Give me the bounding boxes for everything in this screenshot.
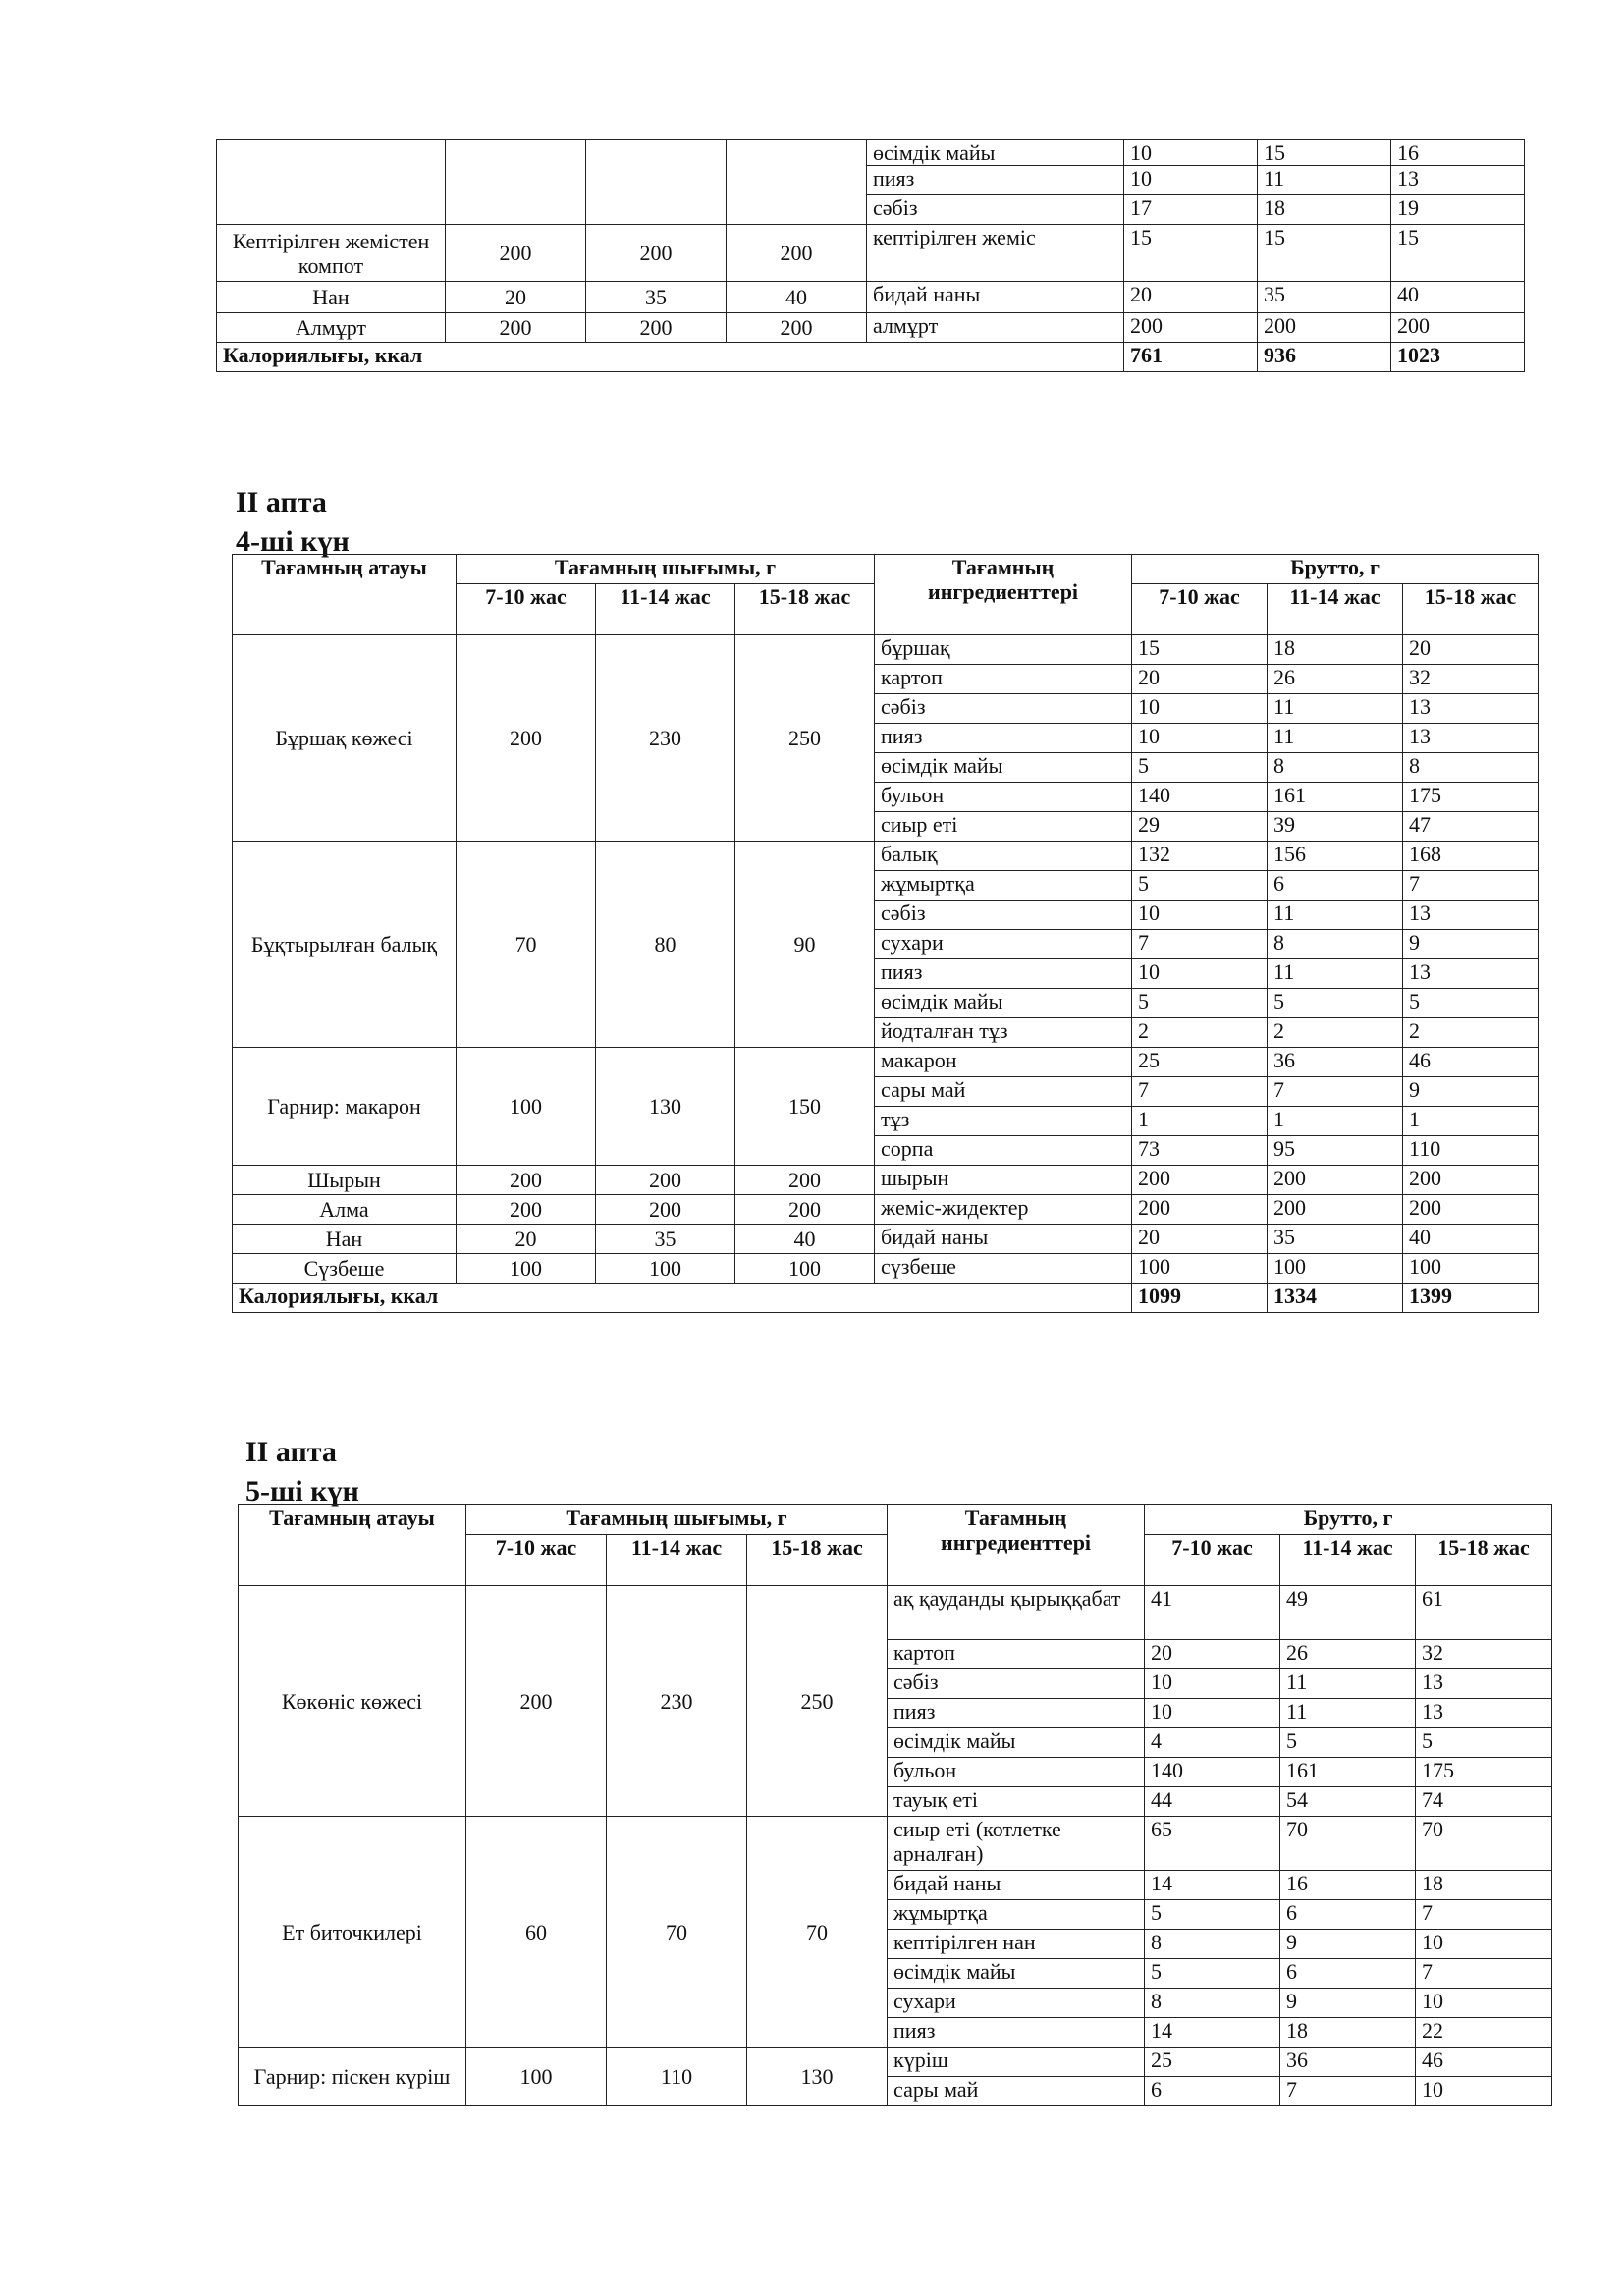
brutto-cell: 18 [1268,635,1403,665]
ingredient-cell: өсімдік майы [888,1728,1145,1758]
brutto-cell: 20 [1145,1640,1280,1669]
header-age: 15-18 жас [735,584,875,635]
brutto-cell: 10 [1132,724,1268,753]
yield-cell: 250 [735,635,875,842]
table-row [233,1195,1539,1225]
brutto-cell: 8 [1145,1930,1280,1959]
yield-cell: 80 [596,842,735,1048]
table-row [233,635,1539,665]
brutto-cell: 19 [1391,195,1525,225]
brutto-cell: 47 [1403,812,1539,842]
yield-cell: 200 [466,1586,607,1817]
brutto-cell: 20 [1132,1225,1268,1254]
brutto-cell: 8 [1268,753,1403,783]
ingredient-cell: сүзбеше [875,1254,1132,1284]
brutto-cell: 11 [1280,1699,1416,1728]
header-age: 11-14 жас [1268,584,1403,635]
yield-cell: 130 [596,1048,735,1166]
table-row [217,313,1525,343]
ingredient-cell: сары май [888,2077,1145,2106]
brutto-cell: 175 [1416,1758,1552,1787]
ingredient-cell: өсімдік майы [875,989,1132,1018]
brutto-cell: 15 [1391,225,1525,282]
brutto-cell: 65 [1145,1817,1280,1871]
brutto-cell: 13 [1416,1669,1552,1699]
ingredient-cell: өсімдік майы [888,1959,1145,1989]
ingredient-cell: алмұрт [867,313,1124,343]
table-row [233,1254,1539,1284]
ingredient-cell: пияз [888,2018,1145,2048]
brutto-cell: 9 [1280,1989,1416,2018]
brutto-cell: 49 [1280,1586,1416,1640]
brutto-cell: 35 [1258,282,1391,313]
brutto-cell: 10 [1145,1699,1280,1728]
header-ingredients: Тағамның ингредиенттері [875,555,1132,635]
ingredient-cell: бульон [888,1758,1145,1787]
total-value: 1099 [1132,1284,1268,1313]
brutto-cell: 4 [1145,1728,1280,1758]
table-row [217,225,1525,282]
day5-table-body [239,1586,1552,2106]
yield-cell: 100 [457,1048,596,1166]
yield-cell: 70 [747,1817,888,2048]
brutto-cell: 35 [1268,1225,1403,1254]
brutto-cell: 6 [1145,2077,1280,2106]
ingredient-cell: сары май [875,1077,1132,1107]
brutto-cell: 5 [1280,1728,1416,1758]
yield-cell: 200 [457,1166,596,1195]
ingredient-cell: бидай наны [888,1871,1145,1900]
yield-cell: 200 [727,313,867,343]
total-value: 1334 [1268,1284,1403,1313]
yield-cell [727,140,867,225]
yield-cell: 20 [457,1225,596,1254]
brutto-cell: 61 [1416,1586,1552,1640]
yield-cell: 200 [586,313,727,343]
table-row [217,282,1525,313]
brutto-cell: 15 [1132,635,1268,665]
ingredient-cell: сухари [875,930,1132,959]
ingredient-cell: жұмыртқа [875,871,1132,901]
header-brutto: Брутто, г [1132,555,1539,584]
brutto-cell: 11 [1268,959,1403,989]
brutto-cell: 10 [1132,959,1268,989]
brutto-cell: 5 [1145,1900,1280,1930]
dish-name-cell: Гарнир: піскен күріш [239,2048,466,2106]
brutto-cell: 10 [1132,901,1268,930]
brutto-cell: 10 [1416,1989,1552,2018]
brutto-cell: 44 [1145,1787,1280,1817]
yield-cell: 100 [596,1254,735,1284]
yield-cell: 200 [596,1195,735,1225]
ingredient-cell: бульон [875,783,1132,812]
yield-cell: 60 [466,1817,607,2048]
ingredient-cell: кептірілген нан [888,1930,1145,1959]
brutto-cell: 5 [1145,1959,1280,1989]
brutto-cell: 2 [1132,1018,1268,1048]
brutto-cell: 13 [1391,166,1525,195]
dish-name-cell: Сүзбеше [233,1254,457,1284]
ingredient-cell: сорпа [875,1136,1132,1166]
yield-cell [446,140,586,225]
brutto-cell: 10 [1124,166,1258,195]
header-age: 11-14 жас [1280,1535,1416,1586]
brutto-cell: 2 [1268,1018,1403,1048]
brutto-cell: 20 [1403,635,1539,665]
day4-table-header [233,555,1539,635]
brutto-cell: 22 [1416,2018,1552,2048]
dish-name-cell: Ет биточкилері [239,1817,466,2048]
header-age: 7-10 жас [457,584,596,635]
yield-cell: 20 [446,282,586,313]
brutto-cell: 7 [1416,1959,1552,1989]
header-age: 15-18 жас [1403,584,1539,635]
ingredient-cell: кептірілген жеміс [867,225,1124,282]
header-yield: Тағамның шығымы, г [466,1505,888,1535]
brutto-cell: 11 [1268,901,1403,930]
ingredient-cell: сәбіз [867,195,1124,225]
yield-cell: 150 [735,1048,875,1166]
ingredient-cell: өсімдік майы [867,140,1124,166]
ingredient-cell: ақ қауданды қырыққабат [888,1586,1145,1640]
brutto-cell: 15 [1258,140,1391,166]
top-table-body [217,140,1525,372]
ingredient-cell: шырын [875,1166,1132,1195]
yield-cell: 200 [457,1195,596,1225]
brutto-cell: 10 [1416,2077,1552,2106]
brutto-cell: 200 [1132,1166,1268,1195]
brutto-cell: 11 [1280,1669,1416,1699]
brutto-cell: 6 [1268,871,1403,901]
brutto-cell: 175 [1403,783,1539,812]
total-label: Калориялығы, ккал [233,1284,1132,1313]
brutto-cell: 5 [1403,989,1539,1018]
dish-name-cell: Бұқтырылған балық [233,842,457,1048]
total-row [217,343,1525,372]
brutto-cell: 74 [1416,1787,1552,1817]
yield-cell [586,140,727,225]
dish-name-cell: Шырын [233,1166,457,1195]
total-value: 1399 [1403,1284,1539,1313]
day5-table-header [239,1505,1552,1586]
ingredient-cell: пияз [888,1699,1145,1728]
table-row [233,1225,1539,1254]
header-age: 7-10 жас [466,1535,607,1586]
brutto-cell: 95 [1268,1136,1403,1166]
yield-cell: 200 [596,1166,735,1195]
brutto-cell: 5 [1416,1728,1552,1758]
brutto-cell: 36 [1280,2048,1416,2077]
brutto-cell: 168 [1403,842,1539,871]
brutto-cell: 20 [1124,282,1258,313]
ingredient-cell: пияз [875,959,1132,989]
brutto-cell: 13 [1403,694,1539,724]
brutto-cell: 140 [1132,783,1268,812]
ingredient-cell: бұршақ [875,635,1132,665]
brutto-cell: 10 [1416,1930,1552,1959]
brutto-cell: 200 [1403,1166,1539,1195]
yield-cell: 70 [457,842,596,1048]
header-age: 7-10 жас [1132,584,1268,635]
total-row [233,1284,1539,1313]
brutto-cell: 70 [1416,1817,1552,1871]
brutto-cell: 13 [1403,959,1539,989]
header-age: 7-10 жас [1145,1535,1280,1586]
brutto-cell: 10 [1124,140,1258,166]
brutto-cell: 9 [1403,930,1539,959]
header-name: Тағамның атауы [233,555,457,635]
brutto-cell: 10 [1145,1669,1280,1699]
brutto-cell: 14 [1145,1871,1280,1900]
brutto-cell: 73 [1132,1136,1268,1166]
brutto-cell: 14 [1145,2018,1280,2048]
brutto-cell: 132 [1132,842,1268,871]
yield-cell: 40 [727,282,867,313]
table-row [239,1586,1552,1640]
total-value: 936 [1258,343,1391,372]
brutto-cell: 40 [1403,1225,1539,1254]
ingredient-cell: күріш [888,2048,1145,2077]
yield-cell: 100 [735,1254,875,1284]
brutto-cell: 1 [1268,1107,1403,1136]
ingredient-cell: макарон [875,1048,1132,1077]
brutto-cell: 1 [1403,1107,1539,1136]
ingredient-cell: сәбіз [875,694,1132,724]
header-row [239,1505,1552,1535]
yield-cell: 35 [586,282,727,313]
ingredient-cell: бидай наны [875,1225,1132,1254]
brutto-cell: 26 [1268,665,1403,694]
table-row [233,1048,1539,1077]
brutto-cell: 29 [1132,812,1268,842]
header-brutto: Брутто, г [1145,1505,1552,1535]
brutto-cell: 156 [1268,842,1403,871]
week-heading: II апта [236,486,327,519]
ingredient-cell: сиыр еті (котлетке арналған) [888,1817,1145,1871]
dish-name-cell: Нан [217,282,446,313]
brutto-cell: 18 [1258,195,1391,225]
total-label: Калориялығы, ккал [217,343,1124,372]
brutto-cell: 13 [1403,901,1539,930]
brutto-cell: 11 [1258,166,1391,195]
ingredient-cell: жұмыртқа [888,1900,1145,1930]
yield-cell: 200 [446,313,586,343]
total-value: 761 [1124,343,1258,372]
day4-table-body [233,635,1539,1313]
brutto-cell: 9 [1403,1077,1539,1107]
brutto-cell: 13 [1416,1699,1552,1728]
ingredient-cell: сухари [888,1989,1145,2018]
brutto-cell: 7 [1416,1900,1552,1930]
ingredient-cell: пияз [867,166,1124,195]
yield-cell: 200 [735,1195,875,1225]
yield-cell: 250 [747,1586,888,1817]
brutto-cell: 8 [1403,753,1539,783]
brutto-cell: 46 [1416,2048,1552,2077]
brutto-cell: 8 [1145,1989,1280,2018]
brutto-cell: 100 [1403,1254,1539,1284]
top-menu-table [216,139,1525,372]
header-age: 15-18 жас [1416,1535,1552,1586]
dish-name-cell: Алма [233,1195,457,1225]
ingredient-cell: балық [875,842,1132,871]
yield-cell: 200 [446,225,586,282]
day4-menu-table [232,554,1539,1313]
dish-name-cell: Алмұрт [217,313,446,343]
table-row [217,140,1525,166]
brutto-cell: 5 [1132,753,1268,783]
yield-cell: 130 [747,2048,888,2106]
dish-name-cell: Гарнир: макарон [233,1048,457,1166]
week-heading: II апта [245,1436,337,1468]
brutto-cell: 7 [1268,1077,1403,1107]
brutto-cell: 200 [1258,313,1391,343]
header-age: 15-18 жас [747,1535,888,1586]
brutto-cell: 5 [1268,989,1403,1018]
brutto-cell: 15 [1124,225,1258,282]
ingredient-cell: тауық еті [888,1787,1145,1817]
day-heading: 4-ші күн [236,525,350,558]
ingredient-cell: сәбіз [888,1669,1145,1699]
yield-cell: 200 [727,225,867,282]
header-age: 11-14 жас [607,1535,747,1586]
header-row [233,555,1539,584]
header-yield: Тағамның шығымы, г [457,555,875,584]
brutto-cell: 6 [1280,1900,1416,1930]
ingredient-cell: тұз [875,1107,1132,1136]
dish-name-cell [217,140,446,225]
yield-cell: 90 [735,842,875,1048]
brutto-cell: 40 [1391,282,1525,313]
brutto-cell: 15 [1258,225,1391,282]
table-row [233,1166,1539,1195]
brutto-cell: 18 [1416,1871,1552,1900]
brutto-cell: 1 [1132,1107,1268,1136]
brutto-cell: 9 [1280,1930,1416,1959]
brutto-cell: 200 [1124,313,1258,343]
yield-cell: 100 [457,1254,596,1284]
brutto-cell: 200 [1268,1166,1403,1195]
brutto-cell: 46 [1403,1048,1539,1077]
brutto-cell: 25 [1145,2048,1280,2077]
brutto-cell: 6 [1280,1959,1416,1989]
ingredient-cell: картоп [875,665,1132,694]
ingredient-cell: өсімдік майы [875,753,1132,783]
dish-name-cell: Кептірілген жемістен компот [217,225,446,282]
brutto-cell: 200 [1403,1195,1539,1225]
brutto-cell: 54 [1280,1787,1416,1817]
brutto-cell: 36 [1268,1048,1403,1077]
dish-name-cell: Бұршақ көжесі [233,635,457,842]
yield-cell: 230 [607,1586,747,1817]
brutto-cell: 16 [1280,1871,1416,1900]
yield-cell: 100 [466,2048,607,2106]
brutto-cell: 2 [1403,1018,1539,1048]
brutto-cell: 16 [1391,140,1525,166]
brutto-cell: 161 [1280,1758,1416,1787]
yield-cell: 70 [607,1817,747,2048]
brutto-cell: 11 [1268,724,1403,753]
brutto-cell: 70 [1280,1817,1416,1871]
ingredient-cell: жеміс-жидектер [875,1195,1132,1225]
yield-cell: 200 [735,1166,875,1195]
brutto-cell: 7 [1280,2077,1416,2106]
day-heading: 5-ші күн [245,1475,359,1507]
header-ingredients: Тағамның ингредиенттері [888,1505,1145,1586]
brutto-cell: 100 [1268,1254,1403,1284]
brutto-cell: 200 [1268,1195,1403,1225]
brutto-cell: 7 [1132,1077,1268,1107]
dish-name-cell: Нан [233,1225,457,1254]
brutto-cell: 200 [1391,313,1525,343]
ingredient-cell: сәбіз [875,901,1132,930]
brutto-cell: 7 [1403,871,1539,901]
yield-cell: 40 [735,1225,875,1254]
brutto-cell: 200 [1132,1195,1268,1225]
ingredient-cell: картоп [888,1640,1145,1669]
day5-menu-table [238,1504,1552,2106]
brutto-cell: 11 [1268,694,1403,724]
table-row [239,1817,1552,1871]
brutto-cell: 13 [1403,724,1539,753]
yield-cell: 230 [596,635,735,842]
table-row [233,842,1539,871]
brutto-cell: 20 [1132,665,1268,694]
ingredient-cell: сиыр еті [875,812,1132,842]
brutto-cell: 39 [1268,812,1403,842]
brutto-cell: 32 [1403,665,1539,694]
brutto-cell: 5 [1132,871,1268,901]
brutto-cell: 25 [1132,1048,1268,1077]
header-name: Тағамның атауы [239,1505,466,1586]
brutto-cell: 100 [1132,1254,1268,1284]
brutto-cell: 7 [1132,930,1268,959]
brutto-cell: 10 [1132,694,1268,724]
yield-cell: 110 [607,2048,747,2106]
brutto-cell: 110 [1403,1136,1539,1166]
table-row [239,2048,1552,2077]
ingredient-cell: йодталған тұз [875,1018,1132,1048]
brutto-cell: 140 [1145,1758,1280,1787]
yield-cell: 35 [596,1225,735,1254]
yield-cell: 200 [457,635,596,842]
total-value: 1023 [1391,343,1525,372]
brutto-cell: 161 [1268,783,1403,812]
header-age: 11-14 жас [596,584,735,635]
brutto-cell: 41 [1145,1586,1280,1640]
yield-cell: 200 [586,225,727,282]
brutto-cell: 18 [1280,2018,1416,2048]
ingredient-cell: пияз [875,724,1132,753]
brutto-cell: 8 [1268,930,1403,959]
brutto-cell: 5 [1132,989,1268,1018]
dish-name-cell: Көкөніс көжесі [239,1586,466,1817]
brutto-cell: 32 [1416,1640,1552,1669]
ingredient-cell: бидай наны [867,282,1124,313]
brutto-cell: 26 [1280,1640,1416,1669]
brutto-cell: 17 [1124,195,1258,225]
